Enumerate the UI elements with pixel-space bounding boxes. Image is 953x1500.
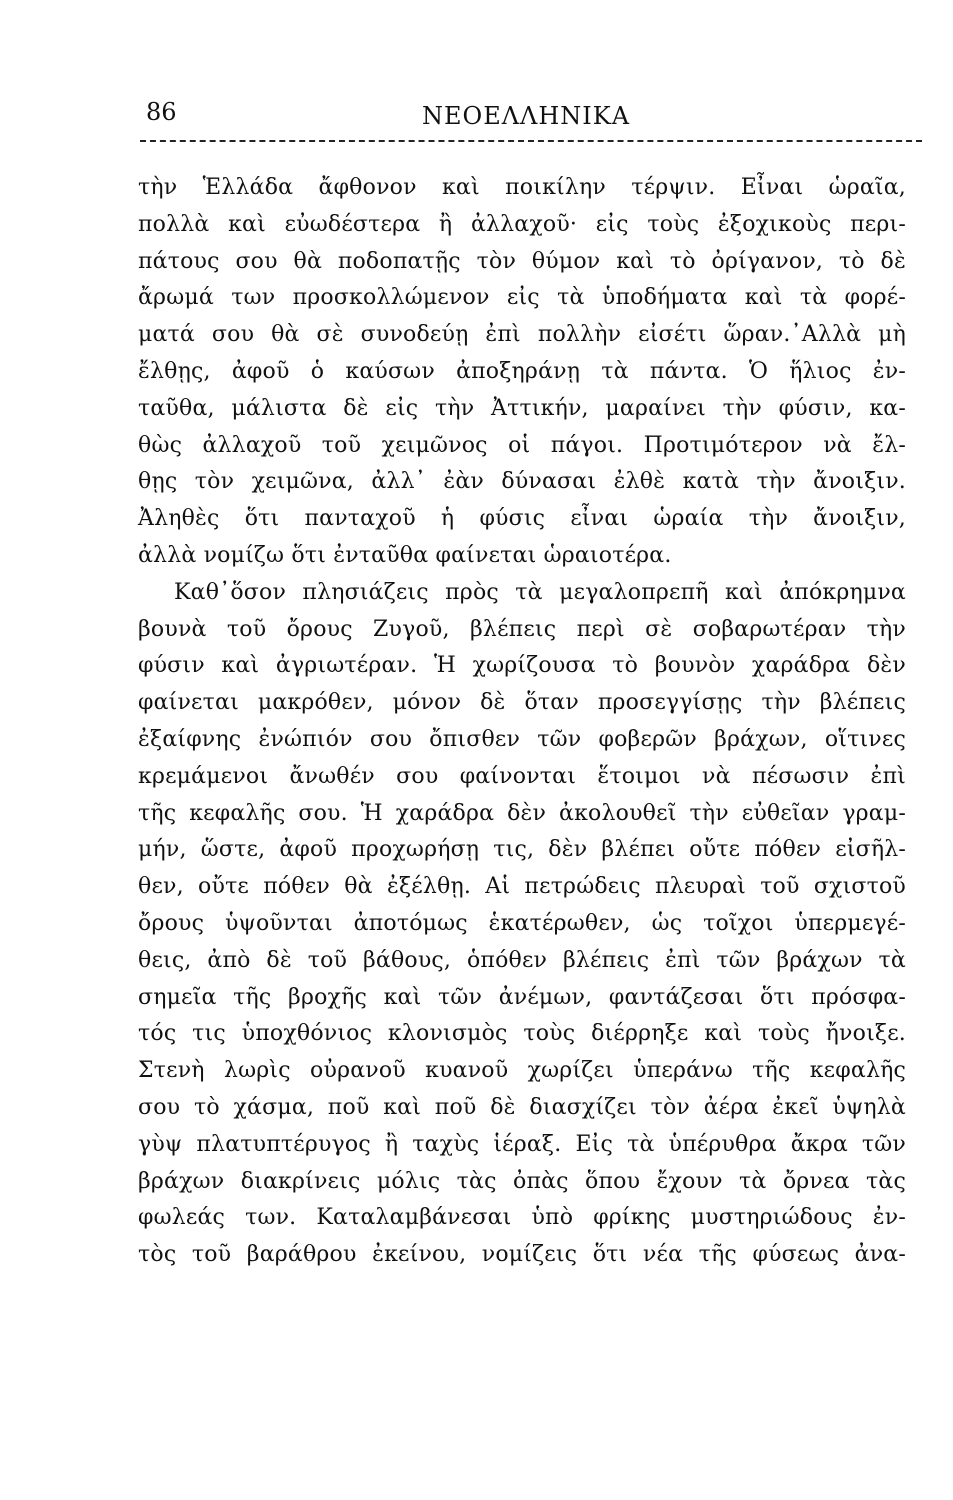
text-line: σου τὸ χάσμα, ποῦ καὶ ποῦ δὲ διασχίζει τὸν ἀέρα ἐκεῖ ὑψηλὰ — [138, 1094, 906, 1120]
text-line: ματά σου θὰ σὲ συνοδεύῃ ἐπὶ πολλὴν εἰσέτι ὥραν.᾽Αλλὰ μὴ — [138, 322, 906, 348]
text-line: θεις, ἀπὸ δὲ τοῦ βάθους, ὁπόθεν βλέπεις ἐπὶ τῶν βράχων τὰ — [138, 947, 906, 973]
text-line: ἐξαίφνης ἐνώπιόν σου ὄπισθεν τῶν φοβερῶν βράχων, οἵτινες — [138, 726, 906, 752]
text-line: φωλεάς των. Καταλαμβάνεσαι ὑπὸ φρίκης μυστηριώδους ἐν- — [138, 1205, 906, 1231]
text-line: ἀλλὰ νομίζω ὅτι ἐνταῦθα φαίνεται ὡραιοτέρα. — [138, 542, 672, 568]
text-line: φύσιν καὶ ἀγριωτέραν. Ἡ χωρίζουσα τὸ βουνὸν χαράδρα δὲν — [138, 653, 906, 679]
text-line: πολλὰ καὶ εὐωδέστερα ἢ ἀλλαχοῦ· εἰς τοὺς ἐξοχικοὺς περι- — [138, 211, 906, 237]
text-line: φαίνεται μακρόθεν, μόνον δὲ ὅταν προσεγγίσῃς τὴν βλέπεις — [138, 690, 906, 716]
text-line: ἄρωμά των προσκολλώμενον εἰς τὰ ὑποδήματα καὶ τὰ φορέ- — [138, 285, 906, 311]
text-line: Στενὴ λωρὶς οὐρανοῦ κυανοῦ χωρίζει ὑπεράνω τῆς κεφαλῆς — [138, 1058, 906, 1084]
text-line: θὼς ἀλλαχοῦ τοῦ χειμῶνος οἱ πάγοι. Προτιμότερον νὰ ἔλ- — [138, 432, 906, 458]
text-line: Ἀληθὲς ὅτι πανταχοῦ ἡ φύσις εἶναι ὡραία τὴν ἄνοιξιν, — [138, 506, 906, 532]
running-head — [140, 98, 910, 132]
text-line: ὄρους ὑψοῦνται ἀποτόμως ἑκατέρωθεν, ὡς τοῖχοι ὑπερμεγέ- — [138, 910, 906, 936]
text-line: θεν, οὔτε πόθεν θὰ ἐξέλθῃ. Αἱ πετρώδεις πλευραὶ τοῦ σχιστοῦ — [138, 874, 906, 900]
text-line: Καθ᾽ὅσον πλησιάζεις πρὸς τὰ μεγαλοπρεπῆ καὶ ἀπόκρημνα — [174, 579, 906, 605]
text-line: σημεῖα τῆς βροχῆς καὶ τῶν ἀνέμων, φαντάζεσαι ὅτι πρόσφα- — [138, 984, 906, 1010]
text-line: τὴν Ἑλλάδα ἄφθονον καὶ ποικίλην τέρψιν. Εἶναι ὡραῖα, — [138, 175, 906, 200]
text-line: κρεμάμενοι ἄνωθέν σου φαίνονται ἕτοιμοι νὰ πέσωσιν ἐπὶ — [138, 763, 906, 789]
text-line: ταῦθα, μάλιστα δὲ εἰς τὴν Ἀττικήν, μαραίνει τὴν φύσιν, κα- — [138, 395, 906, 421]
text-line: θῃς τὸν χειμῶνα, ἀλλ᾽ ἐὰν δύνασαι ἐλθὲ κατὰ τὴν ἄνοιξιν. — [138, 469, 906, 495]
text-line: πάτους σου θὰ ποδοπατῇς τὸν θύμον καὶ τὸ ὀρίγανον, τὸ δὲ — [138, 248, 906, 274]
text-line: τῆς κεφαλῆς σου. Ἡ χαράδρα δὲν ἀκολουθεῖ τὴν εὐθεῖαν γραμ- — [138, 800, 906, 826]
header-rule — [140, 140, 922, 142]
running-title: ΝΕΟΕΛΛΗΝΙΚΑ — [422, 102, 631, 130]
text-line: τὸς τοῦ βαράθρου ἐκείνου, νομίζεις ὅτι νέα τῆς φύσεως ἀνα- — [138, 1242, 906, 1268]
text-line: βουνὰ τοῦ ὄρους Ζυγοῦ, βλέπεις περὶ σὲ σοβαρωτέραν τὴν — [138, 616, 906, 642]
text-line: μήν, ὥστε, ἀφοῦ προχωρήσῃ τις, δὲν βλέπει οὔτε πόθεν εἰσῆλ- — [138, 837, 906, 863]
text-line: ἔλθῃς, ἀφοῦ ὁ καύσων ἀποξηράνῃ τὰ πάντα. Ὁ ἥλιος ἐν- — [138, 358, 906, 384]
body-text — [138, 170, 906, 1274]
page-number: 86 — [146, 98, 177, 126]
text-line: γὺψ πλατυπτέρυγος ἢ ταχὺς ἱέραξ. Εἰς τὰ ὑπέρυθρα ἄκρα τῶν — [138, 1131, 906, 1157]
text-line: βράχων διακρίνεις μόλις τὰς ὀπὰς ὅπου ἔχουν τὰ ὄρνεα τὰς — [138, 1168, 906, 1194]
text-line: τός τις ὑποχθόνιος κλονισμὸς τοὺς διέρρηξε καὶ τοὺς ἤνοιξε. — [138, 1021, 906, 1047]
